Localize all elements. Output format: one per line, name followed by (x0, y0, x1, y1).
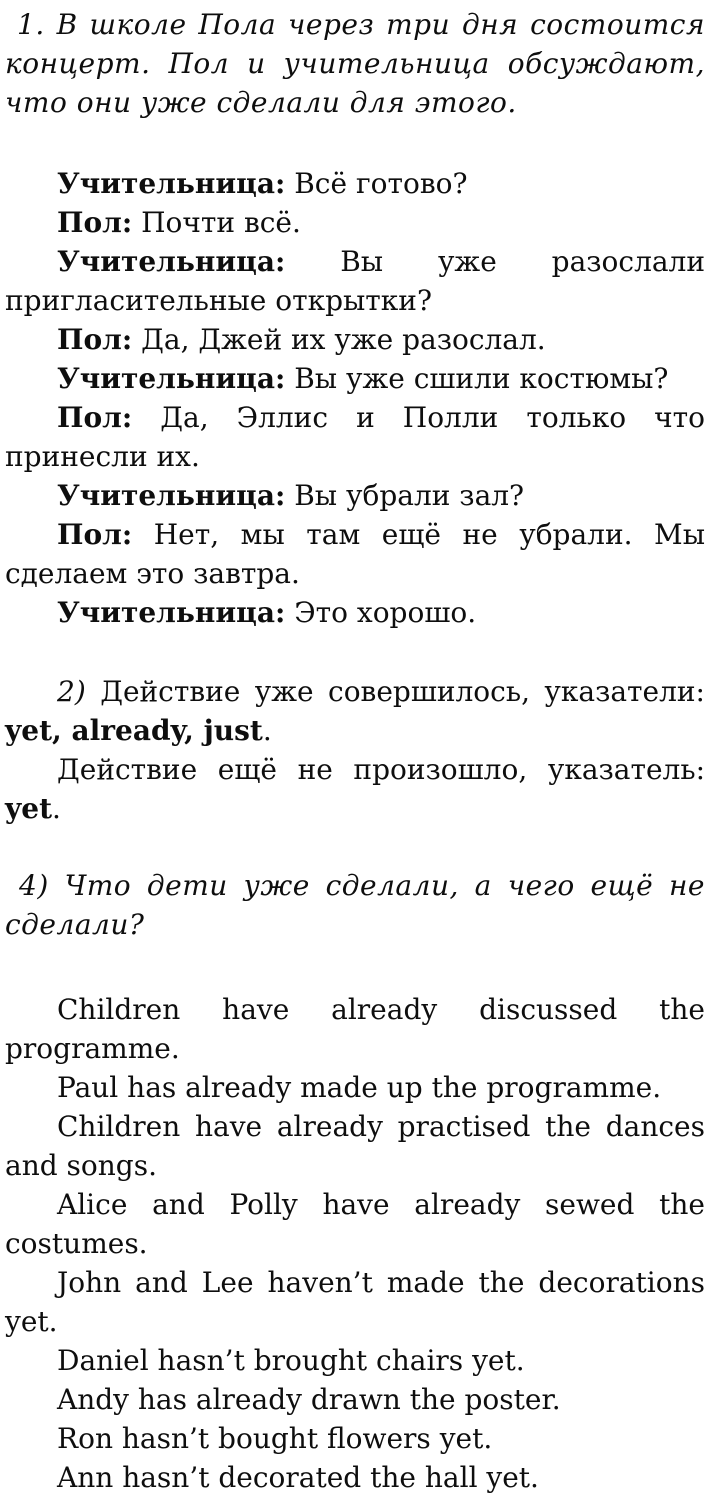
dialogue-text: Вы убрали зал? (294, 479, 525, 512)
dialogue-line (5, 242, 705, 320)
grammar-markers-bold: yet, already, just (5, 714, 263, 747)
answer-sentence: Children have already practised the dances and songs. (5, 1110, 705, 1182)
speaker-label: Учительница: (57, 362, 286, 395)
dialogue-line (5, 398, 705, 476)
dialogue-text: Да, Эллис и Полли только что принесли их. (5, 401, 705, 473)
dialogue-text: Почти всё. (141, 206, 301, 239)
answer-sentence: Ann hasn’t decorated the hall yet. (57, 1461, 539, 1494)
dialogue-line (5, 164, 705, 203)
dialogue-line (5, 593, 705, 632)
speaker-label: Учительница: (57, 167, 286, 200)
period: . (262, 714, 272, 747)
speaker-label: Пол: (57, 518, 133, 551)
task-intro-paragraph (5, 5, 705, 122)
dialogue-text: Вы уже сшили костюмы? (294, 362, 669, 395)
answer-sentence: Ron hasn’t bought flowers yet. (57, 1422, 493, 1455)
grammar-note-line (5, 672, 705, 750)
dialogue-block (5, 164, 705, 632)
dialogue-line (5, 476, 705, 515)
answer-sentence: Children have already discussed the programme. (5, 993, 705, 1065)
period: . (52, 792, 61, 825)
dialogue-line (5, 515, 705, 593)
answer-sentence: Paul has already made up the programme. (57, 1071, 662, 1104)
dialogue-text: Да, Джей их уже разослал. (141, 323, 546, 356)
dialogue-line (5, 359, 705, 398)
answers-block (5, 990, 705, 1497)
grammar-note-line (5, 750, 705, 828)
grammar-marker-bold: yet (5, 792, 53, 825)
answer-sentence: Alice and Polly have already sewed the costumes. (5, 1188, 705, 1260)
dialogue-text: Всё готово? (294, 167, 468, 200)
dialogue-text: Вы уже разослали пригласительные открытки? (5, 245, 705, 317)
speaker-label: Учительница: (57, 596, 286, 629)
answer-sentence: Andy has already drawn the poster. (57, 1383, 561, 1416)
task-intro-text: В школе Пола через три дня состоится концерт. Пол и учительница обсуждают, что они уже сделали для этого. (5, 8, 705, 119)
note-number: 2) (57, 675, 86, 708)
speaker-label: Пол: (57, 323, 133, 356)
dialogue-text: Это хорошо. (294, 596, 477, 629)
dialogue-line (5, 203, 705, 242)
dialogue-line (5, 320, 705, 359)
speaker-label: Пол: (57, 401, 133, 434)
task-question-paragraph (5, 866, 705, 944)
grammar-note-block (5, 672, 705, 828)
grammar-note-text: Действие ещё не произошло, указатель: (57, 753, 705, 786)
speaker-label: Учительница: (57, 479, 286, 512)
answer-sentence: John and Lee haven’t made the decorations yet. (5, 1266, 705, 1338)
dialogue-text: Нет, мы там ещё не убрали. Мы сделаем это завтра. (5, 518, 706, 590)
answer-sentence: Daniel hasn’t brought chairs yet. (57, 1344, 525, 1377)
task-question-text: Что дети уже сделали, а чего ещё не сделали? (5, 869, 705, 941)
speaker-label: Пол: (57, 206, 133, 239)
grammar-note-text: Действие уже совершилось, указатели: (100, 675, 705, 708)
speaker-label: Учительница: (57, 245, 286, 278)
task-number: 1. (17, 8, 45, 41)
task-number: 4) (19, 869, 49, 902)
